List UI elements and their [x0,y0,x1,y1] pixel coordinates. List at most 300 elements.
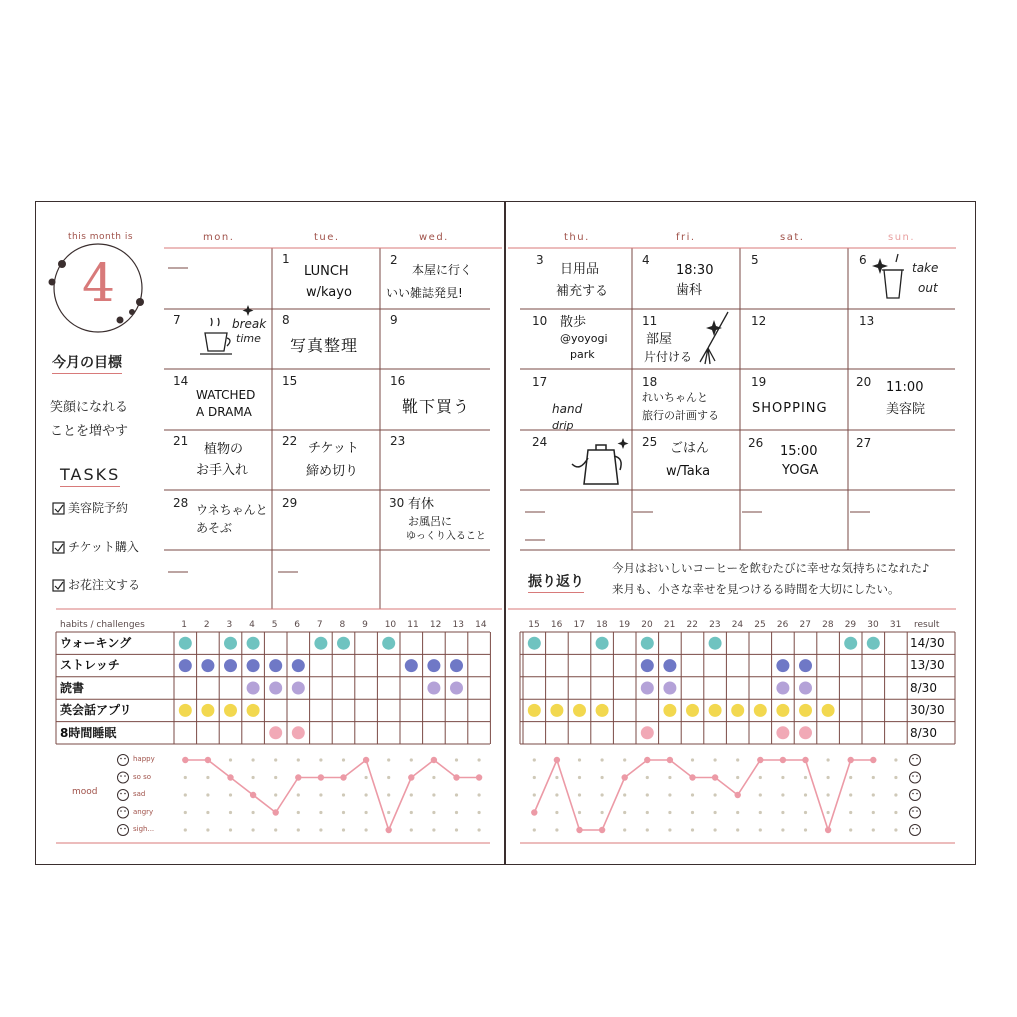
mood-grid-dot [714,811,717,814]
habit-day-label: 21 [663,620,676,630]
mood-grid-dot [252,776,255,779]
mood-grid-dot [342,758,345,761]
mood-grid-dot [849,776,852,779]
habit-day-label: 2 [203,620,210,630]
habit-dot [663,659,676,672]
mood-point [644,757,650,763]
mood-face-eye [120,758,122,760]
mood-point [318,774,324,780]
weekday-thu: thu. [564,232,590,243]
goal-text-1: 笑顔になれる [50,400,129,415]
day-number: 22 [282,434,298,448]
mood-grid-dot [894,793,897,796]
mood-grid-dot [319,758,322,761]
mood-face-eye [120,775,122,777]
mood-face-eye [912,810,914,812]
day-number: 25 [642,435,658,449]
day-number: 18 [642,375,658,389]
mood-level-label: happy [133,755,155,763]
habit-day-label: 29 [844,620,857,630]
mood-grid-dot [297,828,300,831]
day-number: 29 [282,496,298,510]
habit-dot [247,682,260,695]
habit-dot [269,682,282,695]
mood-grid-dot [533,776,536,779]
habit-result: 8/30 [910,725,937,740]
mood-grid-dot [455,828,458,831]
mood-grid-dot [668,793,671,796]
mood-point [363,757,369,763]
day-entry: 有休 [408,497,435,512]
mood-face-icon [910,790,921,801]
mood-grid-dot [274,776,277,779]
mood-grid-dot [229,828,232,831]
checkbox-icon [53,503,64,591]
mood-grid-dot [274,793,277,796]
mood-grid-dot [478,758,481,761]
day-entry: 補充する [556,284,609,299]
mood-face-eye [916,793,918,795]
mood-face-eye [916,810,918,812]
day-entry: SHOPPING [752,401,828,416]
day-number: 20 [856,375,872,389]
mood-grid-dot [184,811,187,814]
mood-grid-dot [365,793,368,796]
habit-dot [709,637,722,650]
mood-grid-dot [668,828,671,831]
mood-grid-dot [691,811,694,814]
mood-point [735,792,741,798]
day-entry: YOGA [782,463,819,478]
mood-grid-dot [206,811,209,814]
day-number: 11 [642,314,658,328]
review-heading: 振り返り [528,575,584,593]
mood-grid-dot [555,776,558,779]
habit-day-label: 7 [316,620,323,630]
day-number: 27 [856,436,872,450]
mood-point [599,827,605,833]
day-entry: お風呂に [408,515,452,528]
mood-level-label: so so [133,772,152,781]
habit-day-label: 19 [618,620,631,630]
month-number: 4 [82,254,116,314]
mood-face-eye [124,758,126,760]
mood-grid-dot [252,811,255,814]
task-item[interactable]: 美容院予約 [68,501,129,515]
day-entry: いい雑誌発見! [386,286,463,300]
habit-day-label: 10 [384,620,397,630]
day-number: 26 [748,436,764,450]
habit-day-label: 8 [339,620,346,630]
day-entry: 11:00 [886,380,924,395]
mood-point [340,774,346,780]
mood-grid-dot [432,828,435,831]
habit-dot [382,637,395,650]
mood-level-label: angry [133,807,154,816]
mood-grid-dot [668,811,671,814]
weekday-tue: tue. [314,232,340,243]
mood-grid-dot [365,828,368,831]
day-number: 2 [390,253,398,267]
weekday-sat: sat. [780,232,805,243]
mood-grid-dot [872,828,875,831]
day-entry: WATCHED [196,388,256,402]
habit-dot [247,704,260,717]
mood-grid-dot [206,828,209,831]
day-entry: hand [552,402,583,416]
habit-dot [641,682,654,695]
habit-dot [799,726,812,739]
day-entry: break [232,317,267,331]
day-number: 28 [173,496,189,510]
day-entry: 植物の [204,442,244,457]
habit-dot [641,637,654,650]
tasks-heading: TASKS [60,467,120,487]
mood-grid-dot [601,776,604,779]
mood-grid-dot [365,811,368,814]
mood-face-eye [916,775,918,777]
mood-face-icon [910,825,921,836]
mood-point [780,757,786,763]
habit-dot [776,704,789,717]
day-entry: 片付ける [644,350,693,364]
habit-dot [201,659,214,672]
mood-grid-dot [555,811,558,814]
habit-dot [867,637,880,650]
mood-grid-dot [872,811,875,814]
day-number: 10 [532,314,548,328]
habit-dot [844,637,857,650]
day-entry: チケット [308,441,359,456]
mood-face-icon [118,825,129,836]
habit-day-label: 3 [226,620,233,630]
habit-dot [528,704,541,717]
weekday-wed: wed. [419,232,449,243]
habit-dot [224,637,237,650]
mood-grid-dot [319,811,322,814]
habit-dot [822,704,835,717]
kettle-icon [572,445,621,484]
mood-grid-dot [455,811,458,814]
habit-day-label: 6 [294,620,301,630]
mood-grid-dot [827,758,830,761]
mood-grid-dot [623,758,626,761]
day-entry: ごはん [670,441,710,456]
mood-level-label: sad [133,790,146,798]
mood-face-eye [916,828,918,830]
day-number: 23 [390,434,406,448]
mood-grid-dot [432,776,435,779]
mood-face-icon [910,755,921,766]
habit-name: ウォーキング [60,636,132,650]
mood-grid-dot [781,793,784,796]
mood-face-icon [118,772,129,783]
habit-day-label: 18 [596,620,608,630]
mood-grid-dot [184,776,187,779]
habit-name: ストレッチ [60,658,120,673]
weekday-sun: sun. [888,232,916,243]
habit-dot [179,659,192,672]
mood-grid-dot [894,811,897,814]
mood-grid-dot [781,811,784,814]
habit-dot [596,704,609,717]
day-entry: あそぶ [196,521,233,535]
mood-grid-dot [646,793,649,796]
mood-grid-dot [714,758,717,761]
habits-heading: habits / challenges [60,620,145,630]
mood-grid-dot [736,828,739,831]
habit-dot [709,704,722,717]
habit-result: 30/30 [910,703,945,718]
habit-day-label: 4 [249,620,255,630]
mood-grid-dot [555,828,558,831]
habit-dot [179,637,192,650]
mood-grid-dot [827,776,830,779]
mood-grid-dot [252,758,255,761]
mood-point [408,774,414,780]
habit-result: 14/30 [910,636,945,650]
day-entry: 部屋 [646,332,673,347]
habit-dot [528,637,541,650]
mood-grid-dot [578,811,581,814]
day-entry: 美容院 [886,402,926,417]
habit-dot [314,637,327,650]
habit-dot [269,659,282,672]
mood-grid-dot [668,776,671,779]
habit-day-label: 28 [822,620,834,630]
weekday-fri: fri. [676,232,696,243]
mood-level-label: sigh... [133,825,155,833]
day-number: 5 [751,253,759,267]
mood-grid-dot [206,776,209,779]
mood-grid-dot [646,776,649,779]
mood-grid-dot [432,811,435,814]
mood-point [531,809,537,815]
habit-day-label: 9 [362,620,368,630]
day-entry: A DRAMA [196,405,252,419]
habit-day-label: 1 [181,620,188,630]
habit-dot [641,659,654,672]
mood-face-eye [916,758,918,760]
goal-heading: 今月の目標 [52,356,122,374]
mood-grid-dot [184,793,187,796]
mood-grid-dot [849,811,852,814]
habit-name: 8時間睡眠 [60,725,117,740]
mood-face-eye [124,810,126,812]
day-entry: @yoyogi [560,332,608,345]
mood-grid-dot [319,793,322,796]
mood-grid-dot [759,828,762,831]
mood-grid-dot [736,811,739,814]
mood-grid-dot [533,828,536,831]
mood-grid-dot [759,776,762,779]
mood-point [622,774,628,780]
habit-dot [573,704,586,717]
mood-point [431,757,437,763]
habit-day-label: 16 [550,620,563,630]
month-label: this month is [68,232,134,242]
habit-day-label: 20 [641,620,653,630]
result-label: result [914,620,940,630]
mood-grid-dot [410,793,413,796]
habit-dot [337,637,350,650]
mood-grid-dot [601,758,604,761]
task-item[interactable]: お花注文する [68,578,141,592]
mood-grid-dot [365,776,368,779]
mood-grid-dot [736,776,739,779]
mood-label: mood [72,787,98,797]
mood-point [273,809,279,815]
mood-grid-dot [578,776,581,779]
mood-face-eye [120,793,122,795]
mood-point [802,757,808,763]
mood-grid-dot [455,758,458,761]
habit-day-label: 22 [686,620,698,630]
task-item[interactable]: チケット購入 [68,540,139,554]
mood-point [757,757,763,763]
habit-dot [776,659,789,672]
mood-grid-dot [714,828,717,831]
day-entry: 本屋に行く [412,263,473,277]
mood-grid-dot [206,793,209,796]
mood-grid-dot [759,793,762,796]
habit-name: 読書 [60,680,85,695]
mood-point [227,774,233,780]
mood-point [386,827,392,833]
day-entry: take [912,261,939,275]
habit-day-label: 15 [528,620,540,630]
mood-grid-dot [623,793,626,796]
day-number: 12 [751,314,767,328]
habit-day-label: 12 [429,620,442,630]
mood-grid-dot [555,793,558,796]
mood-grid-dot [804,776,807,779]
mood-face-eye [124,793,126,795]
habit-dot [179,704,192,717]
habit-dot [269,726,282,739]
habit-dot [292,682,305,695]
mood-face-icon [910,807,921,818]
mood-grid-dot [849,793,852,796]
mood-line [534,760,873,830]
day-entry: 旅行の計画する [642,409,719,422]
mood-point [667,757,673,763]
mood-grid-dot [849,828,852,831]
mood-grid-dot [827,793,830,796]
day-entry: ウネちゃんと [196,503,268,517]
coffee-cup-icon [200,318,232,354]
habit-dot [799,659,812,672]
day-entry: お手入れ [196,463,249,478]
mood-point [689,774,695,780]
habit-dot [224,704,237,717]
mood-point [182,757,188,763]
day-entry: 歯科 [676,283,703,298]
mood-grid-dot [229,793,232,796]
mood-grid-dot [691,758,694,761]
day-entry: LUNCH [304,264,349,279]
day-entry: 15:00 [780,444,818,459]
day-number: 24 [532,435,548,449]
mood-point [712,774,718,780]
habit-day-label: 27 [799,620,811,630]
habit-dot [799,682,812,695]
day-entry: 写真整理 [290,336,359,355]
takeout-cup-icon [882,254,904,298]
mood-point [205,757,211,763]
habit-day-label: 30 [867,620,879,630]
day-number: 16 [390,374,406,388]
mood-grid-dot [601,793,604,796]
day-number: 4 [642,253,650,267]
habit-dot [201,704,214,717]
day-number: 15 [282,374,298,388]
day-number: 17 [532,375,548,389]
day-entry: w/Taka [666,464,711,479]
mood-grid-dot [691,793,694,796]
mood-grid-dot [601,811,604,814]
habit-dot [731,704,744,717]
mood-grid-dot [478,811,481,814]
habit-day-label: 23 [709,620,721,630]
day-entry: w/kayo [306,285,352,300]
habit-dot [247,659,260,672]
weekday-mon: mon. [203,232,235,243]
day-entry: time [236,332,261,345]
day-number: 13 [859,314,875,328]
mood-face-eye [120,810,122,812]
mood-grid-dot [691,828,694,831]
mood-face-eye [912,758,914,760]
mood-grid-dot [781,828,784,831]
mood-grid-dot [872,776,875,779]
broom-icon [700,312,728,364]
mood-face-eye [912,775,914,777]
mood-grid-dot [646,811,649,814]
mood-grid-dot [455,793,458,796]
habit-dot [776,682,789,695]
day-entry: park [570,348,595,361]
mood-grid-dot [894,758,897,761]
day-entry: out [918,281,938,295]
mood-grid-dot [759,811,762,814]
mood-grid-dot [297,758,300,761]
day-entry: 靴下買う [402,397,471,416]
habit-day-label: 5 [271,620,278,630]
habit-dot [427,659,440,672]
day-number: 19 [751,375,767,389]
mood-face-icon [118,755,129,766]
mood-grid-dot [894,776,897,779]
day-entry: れいちゃんと [642,391,708,404]
day-number: 1 [282,252,290,266]
day-number: 8 [282,313,290,327]
habit-dot [663,704,676,717]
review-text-2: 来月も、小さな幸せを見つけるる時間を大切にしたい。 [612,582,900,596]
mood-grid-dot [478,793,481,796]
day-entry: ゆっくり入ること [406,531,486,542]
habit-dot [450,682,463,695]
mood-grid-dot [184,828,187,831]
day-number: 7 [173,313,181,327]
habit-dot [427,682,440,695]
mood-grid-dot [387,793,390,796]
mood-grid-dot [781,776,784,779]
mood-grid-dot [623,811,626,814]
mood-grid-dot [533,793,536,796]
habit-dot [754,704,767,717]
habit-dot [405,659,418,672]
